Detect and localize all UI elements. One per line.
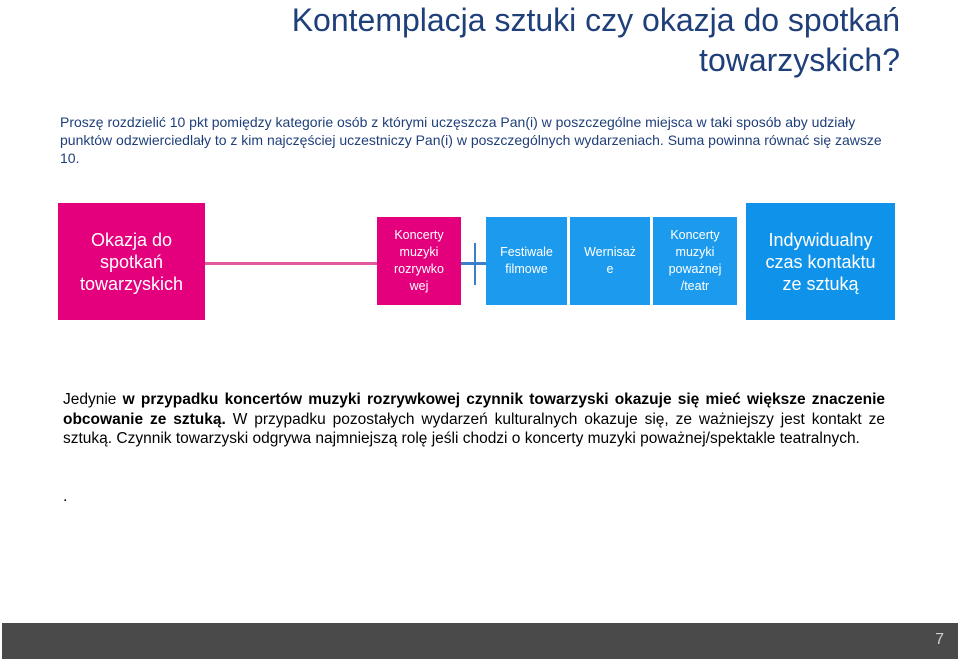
box-text: muzyki [399,245,439,259]
vernissage-box [570,217,650,305]
page-number: 7 [935,631,944,648]
box-text: e [606,262,614,276]
footer-bar [2,623,958,659]
pop-concerts-box [377,217,461,305]
instructions-line-3: 10. [60,150,80,166]
box-text: Wernisaż [584,245,636,259]
individual-art-contact-box [746,203,895,320]
scale-midpoint-tick [474,243,476,285]
classical-concerts-box [653,217,737,305]
social-occasion-box [58,203,205,320]
box-text: ze sztuką [782,273,859,294]
film-festivals-box [486,217,567,305]
box-text: filmowe [505,262,548,276]
title-line-1: Kontemplacja sztuki czy okazja do spotkań [291,2,900,38]
conclusion-paragraph [63,390,885,449]
box-text: /teatr [680,279,710,293]
box-text: towarzyskich [79,273,184,294]
stray-dot: . [63,488,68,505]
box-text: Koncerty [670,228,720,242]
box-text: wej [409,279,429,293]
pink-connector-line [205,262,377,265]
box-text: Okazja do [90,229,173,250]
box-text: Festiwale [500,245,553,259]
box-text: Indywidualny [768,229,873,250]
conclusion-bold: w przypadku koncertów muzyki rozrywkowej czynnik towarzyski okazuje się mieć większe znaczenie obcowanie ze sztuką. [63,391,885,428]
conclusion-text-2: W przypadku pozostałych wydarzeń kulturalnych okazuje się, ze ważniejszy jest kontakt ze sztuką. Czynnik towarzyski odgrywa najmniejszą rolę jeśli chodzi o koncerty muzyki poważnej/spektakle teatralnych. [63,410,885,447]
box-text: spotkań [99,251,164,272]
box-text: Koncerty [394,228,444,242]
title-line-2: towarzyskich? [699,42,900,78]
box-text: rozrywko [393,262,444,276]
box-text: czas kontaktu [765,251,876,272]
box-text: muzyki [675,245,715,259]
box-text: poważnej [668,262,722,276]
instructions-line-1: Proszę rozdzielić 10 pkt pomiędzy kategorie osób z którymi uczęszcza Pan(i) w poszczególne miejsca w taki sposób aby udziały [60,114,856,130]
instructions-line-2: punktów odzwierciedlały to z kim najczęściej uczestniczy Pan(i) w poszczególnych wydarzeniach. Suma powinna równać się zawsze [60,132,882,148]
conclusion-text-1: Jedynie [63,391,123,408]
